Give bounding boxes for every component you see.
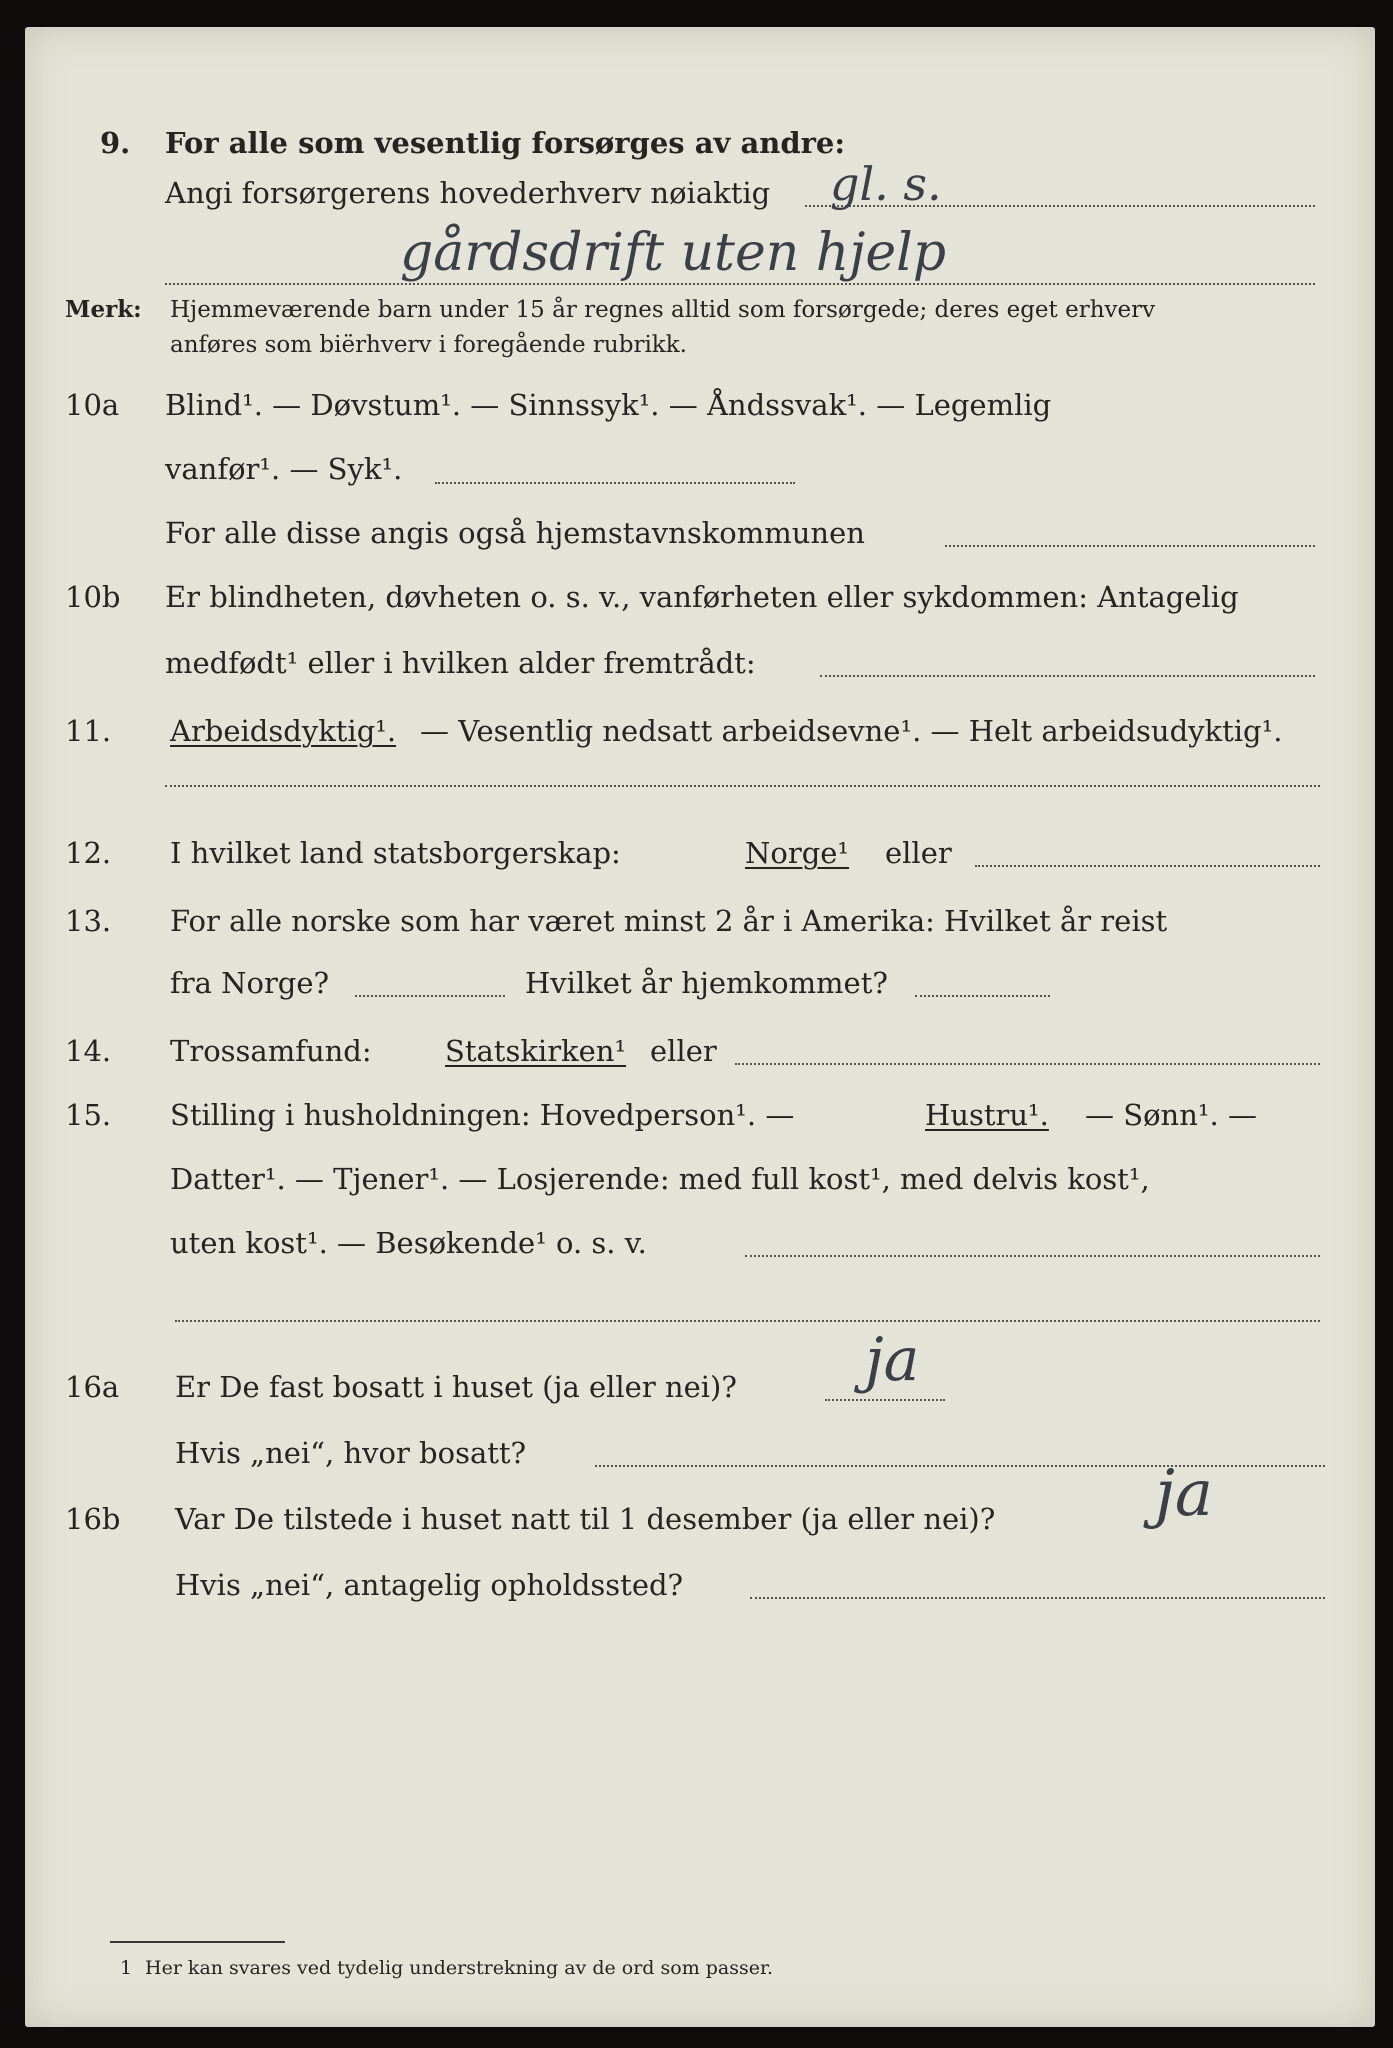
q11-underlined-answer: Arbeidsdyktig¹. xyxy=(170,714,397,748)
q9-number: 9. xyxy=(100,126,131,160)
answer-line xyxy=(165,785,1320,787)
q13-line2b: Hvilket år hjemkommet? xyxy=(525,966,888,1000)
merk-label: Merk: xyxy=(65,296,142,323)
answer-line xyxy=(355,995,505,997)
q15-line2: Datter¹. — Tjener¹. — Losjerende: med full kost¹, med delvis kost¹, xyxy=(170,1162,1150,1196)
q16b-handwritten-answer: ja xyxy=(1155,1457,1213,1531)
q13-number: 13. xyxy=(65,904,112,938)
q14-question: Trossamfund: xyxy=(170,1034,372,1068)
q15-number: 15. xyxy=(65,1098,112,1132)
answer-line xyxy=(825,1399,945,1401)
footnote-text: Her kan svares ved tydelig understrekning av de ord som passer. xyxy=(145,1957,774,1979)
q12-question: I hvilket land statsborgerskap: xyxy=(170,836,621,870)
answer-line xyxy=(820,675,1315,677)
q16a-handwritten-answer: ja xyxy=(865,1325,920,1395)
q10b-line1: Er blindheten, døvheten o. s. v., vanførheten eller sykdommen: Antagelig xyxy=(165,580,1239,614)
q16a-line1: Er De fast bosatt i huset (ja eller nei)? xyxy=(175,1370,737,1404)
q10b-line2: medfødt¹ eller i hvilken alder fremtrådt: xyxy=(165,646,756,680)
answer-line xyxy=(735,1063,1320,1065)
answer-line xyxy=(595,1465,1325,1467)
footnote-mark: 1 xyxy=(120,1957,133,1979)
q14-number: 14. xyxy=(65,1034,112,1068)
answer-line xyxy=(915,995,1050,997)
answer-line xyxy=(165,283,1315,285)
q16a-number: 16a xyxy=(65,1370,120,1404)
q13-line1: For alle norske som har været minst 2 år i Amerika: Hvilket år reist xyxy=(170,904,1168,938)
q12-underlined-answer: Norge¹ xyxy=(745,836,850,870)
answer-line xyxy=(175,1320,1320,1322)
q12-number: 12. xyxy=(65,836,112,870)
q12-post: eller xyxy=(885,836,952,870)
answer-line xyxy=(435,482,795,484)
footnote-rule xyxy=(110,1941,285,1943)
q10a-line3: For alle disse angis også hjemstavnskommunen xyxy=(165,516,865,550)
q15-line1-pre: Stilling i husholdningen: Hovedperson¹. — xyxy=(170,1098,795,1132)
census-form-page xyxy=(25,27,1375,2027)
answer-line xyxy=(945,545,1315,547)
q16b-number: 16b xyxy=(65,1502,121,1536)
q10a-line2: vanfør¹. — Syk¹. xyxy=(165,452,403,486)
q16a-line2: Hvis „nei“, hvor bosatt? xyxy=(175,1436,527,1470)
q15-underlined-answer: Hustru¹. xyxy=(925,1098,1049,1132)
q13-line2a: fra Norge? xyxy=(170,966,330,1000)
answer-line xyxy=(750,1597,1325,1599)
q9-handwritten-answer-b: gårdsdrift uten hjelp xyxy=(400,223,947,283)
q9-title: For alle som vesentlig forsørges av andre: xyxy=(165,126,846,160)
q9-handwritten-answer-a: gl. s. xyxy=(830,157,942,211)
q14-underlined-answer: Statskirken¹ xyxy=(445,1034,627,1068)
q10b-number: 10b xyxy=(65,580,121,614)
q11-number: 11. xyxy=(65,714,112,748)
q15-line1-post: — Sønn¹. — xyxy=(1085,1098,1257,1132)
q15-line3: uten kost¹. — Besøkende¹ o. s. v. xyxy=(170,1226,647,1260)
q11-options: — Vesentlig nedsatt arbeidsevne¹. — Helt arbeidsudyktig¹. xyxy=(420,714,1283,748)
q14-post: eller xyxy=(650,1034,717,1068)
q16b-line2: Hvis „nei“, antagelig opholdssted? xyxy=(175,1568,684,1602)
q10a-line1: Blind¹. — Døvstum¹. — Sinnssyk¹. — Åndssvak¹. — Legemlig xyxy=(165,388,1052,422)
q9-line1: Angi forsørgerens hovederhverv nøiaktig xyxy=(165,176,771,210)
merk-line1: Hjemmeværende barn under 15 år regnes alltid som forsørgede; deres eget erhverv xyxy=(170,297,1156,323)
q10a-number: 10a xyxy=(65,388,120,422)
answer-line xyxy=(975,865,1320,867)
q16b-line1: Var De tilstede i huset natt til 1 desember (ja eller nei)? xyxy=(175,1502,996,1536)
answer-line xyxy=(745,1255,1320,1257)
merk-line2: anføres som biërhverv i foregående rubrikk. xyxy=(170,332,687,358)
